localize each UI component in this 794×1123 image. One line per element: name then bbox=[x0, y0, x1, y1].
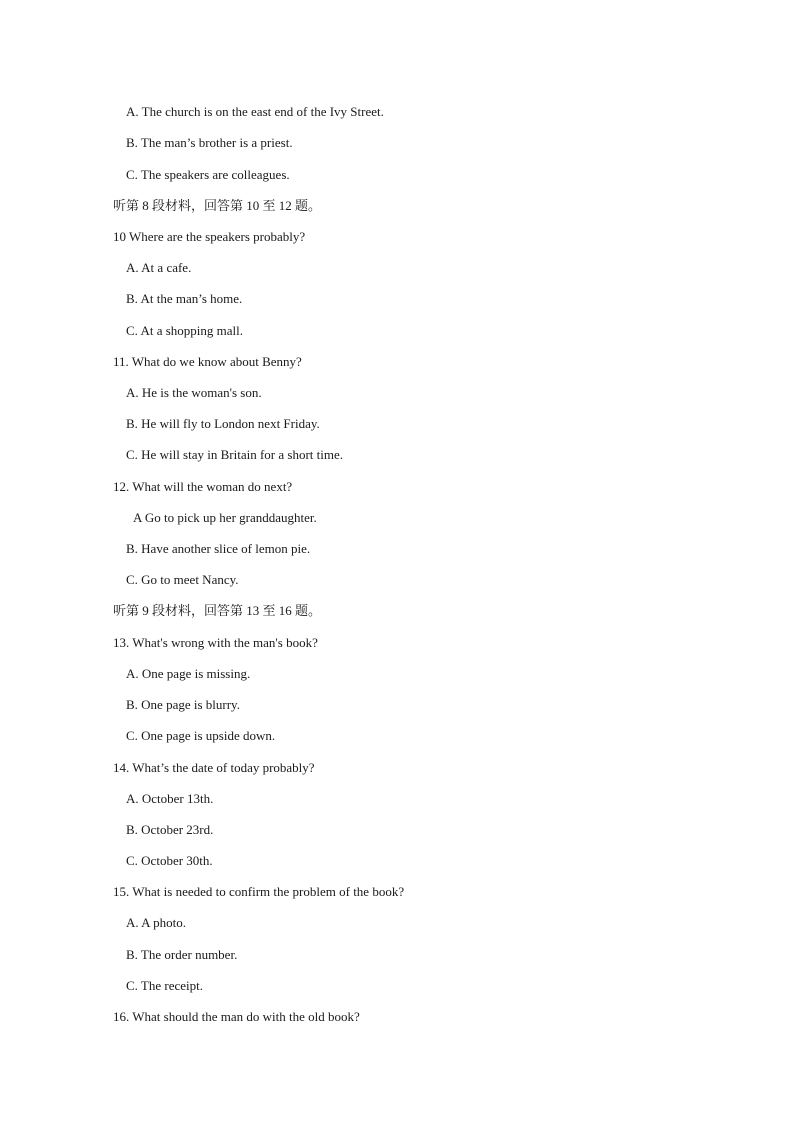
option-15c: C. The receipt. bbox=[126, 978, 204, 993]
option-12c: C. Go to meet Nancy. bbox=[126, 572, 239, 587]
question-16: 16. What should the man do with the old book? bbox=[113, 1009, 360, 1024]
option-9c: C. The speakers are colleagues. bbox=[126, 167, 290, 182]
question-11: 11. What do we know about Benny? bbox=[113, 354, 302, 369]
question-15: 15. What is needed to confirm the problem of the book? bbox=[113, 884, 405, 899]
option-14c: C. October 30th. bbox=[126, 853, 213, 868]
option-10c: C. At a shopping mall. bbox=[126, 323, 243, 338]
section-heading-9: 听第 9 段材料，回答第 13 至 16 题。 bbox=[113, 603, 322, 618]
option-9a: A. The church is on the east end of the Ivy Street. bbox=[126, 104, 384, 119]
option-9b: B. The man’s brother is a priest. bbox=[126, 135, 293, 150]
option-14a: A. October 13th. bbox=[126, 791, 214, 806]
option-10a: A. At a cafe. bbox=[126, 260, 192, 275]
option-11a: A. He is the woman's son. bbox=[126, 385, 262, 400]
option-10b: B. At the man’s home. bbox=[126, 291, 243, 306]
option-14b: B. October 23rd. bbox=[126, 822, 214, 837]
question-14: 14. What’s the date of today probably? bbox=[113, 760, 315, 775]
option-12a: A Go to pick up her granddaughter. bbox=[133, 510, 317, 525]
question-13: 13. What's wrong with the man's book? bbox=[113, 635, 318, 650]
question-12: 12. What will the woman do next? bbox=[113, 479, 293, 494]
option-11c: C. He will stay in Britain for a short time. bbox=[126, 447, 343, 462]
option-12b: B. Have another slice of lemon pie. bbox=[126, 541, 311, 556]
section-heading-8: 听第 8 段材料，回答第 10 至 12 题。 bbox=[113, 198, 322, 213]
option-13a: A. One page is missing. bbox=[126, 666, 251, 681]
option-15b: B. The order number. bbox=[126, 947, 238, 962]
option-13c: C. One page is upside down. bbox=[126, 728, 276, 743]
question-10: 10 Where are the speakers probably? bbox=[113, 229, 306, 244]
option-13b: B. One page is blurry. bbox=[126, 697, 240, 712]
option-15a: A. A photo. bbox=[126, 915, 186, 930]
option-11b: B. He will fly to London next Friday. bbox=[126, 416, 320, 431]
